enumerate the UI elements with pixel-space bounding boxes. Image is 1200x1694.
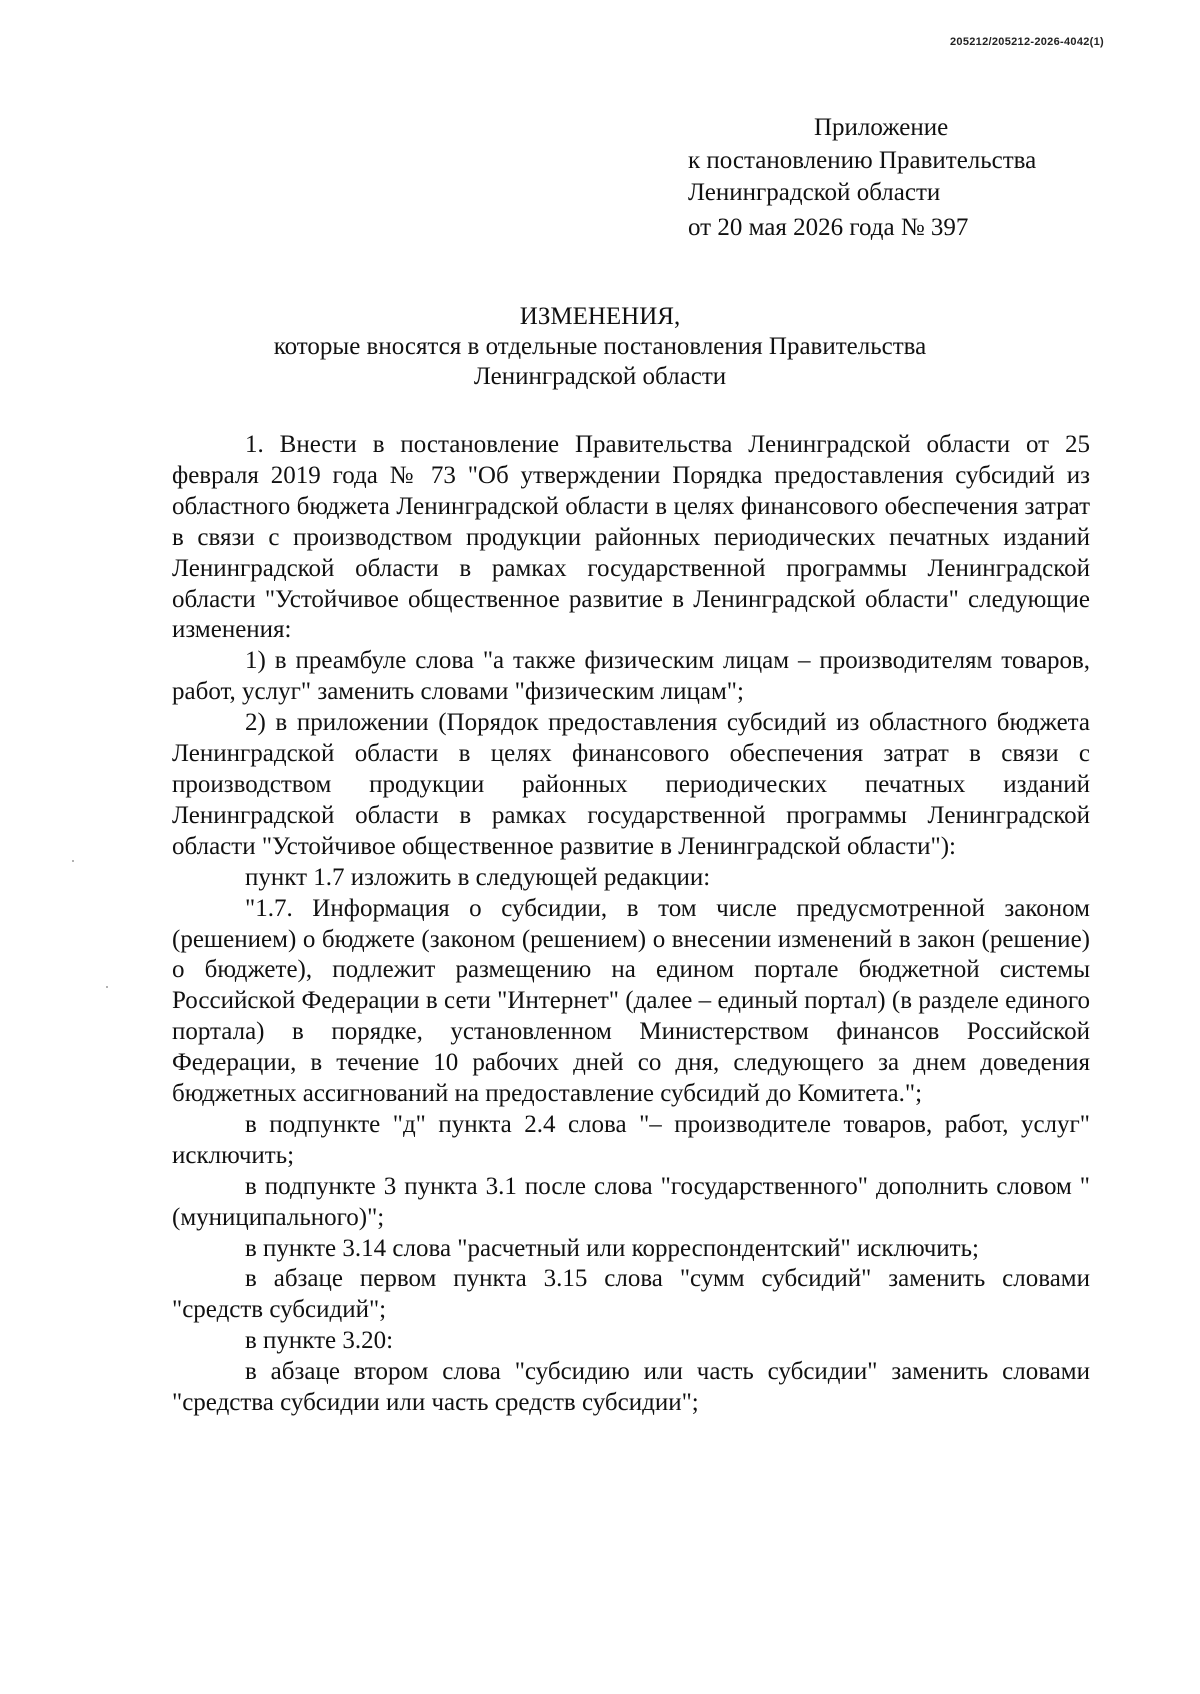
document-subtitle-line1: которые вносятся в отдельные постановления Правительства bbox=[273, 333, 927, 360]
paragraph-clause-1-7-text: "1.7. Информация о субсидии, в том числе предусмотренной законом (решением) о бюджете (законом (решением) о внесении изменений в закон (решение) о бюджете), подлежит размещению на едином портале бюджетной системы Российской Федерации в сети "Интернет" (далее – единый портал) (в разделе единого портала) в порядке, установленном Министерством финансов Российской Федерации, в течение 10 рабочих дней со дня, следующего за днем доведения бюджетных ассигнований на предоставление субсидий до Комитета."; bbox=[172, 894, 1090, 1108]
appendix-region: Ленинградской области bbox=[688, 179, 941, 206]
document-body bbox=[172, 430, 1090, 1419]
paragraph-clause-1-7-intro: пункт 1.7 изложить в следующей редакции: bbox=[245, 863, 711, 891]
document-title-block bbox=[0, 302, 1200, 392]
paragraph-clause-3-20-text: в абзаце втором слова "субсидию или часть субсидии" заменить словами "средства субсидии или часть средств субсидии"; bbox=[172, 1358, 1090, 1417]
document-id: 205212/205212-2026-4042(1) bbox=[950, 36, 1104, 48]
document-heading: ИЗМЕНЕНИЯ, bbox=[519, 303, 681, 330]
appendix-reference: к постановлению Правительства bbox=[688, 146, 1037, 174]
paragraph-subitem-1: 1) в преамбуле слова "а также физическим лицам – производителям товаров, работ, услуг" заменить словами "физическим лицам"; bbox=[172, 647, 1090, 706]
paragraph-clause-3-14: в пункте 3.14 слова "расчетный или корреспондентский" исключить; bbox=[245, 1234, 979, 1262]
scan-speck bbox=[72, 860, 74, 862]
scan-speck bbox=[106, 986, 108, 988]
paragraph-clause-3-1: в подпункте 3 пункта 3.1 после слова "государственного" дополнить словом "(муниципального)"; bbox=[172, 1172, 1090, 1231]
appendix-block bbox=[688, 112, 1036, 244]
paragraph-clause-3-15: в абзаце первом пункта 3.15 слова "сумм субсидий" заменить словами "средств субсидий"; bbox=[172, 1265, 1090, 1324]
appendix-date-number: от 20 мая 2026 года № 397 bbox=[688, 213, 969, 241]
paragraph-clause-2-4: в подпункте "д" пункта 2.4 слова "– производителе товаров, работ, услуг" исключить; bbox=[172, 1110, 1090, 1169]
paragraph-clause-3-20-intro: в пункте 3.20: bbox=[245, 1327, 394, 1355]
appendix-label: Приложение bbox=[814, 114, 949, 141]
paragraph-subitem-2: 2) в приложении (Порядок предоставления субсидий из областного бюджета Ленинградской области в целях финансового обеспечения затрат в связи с производством продукции районных периодических печатных изданий Ленинградской области в рамках государственной программы Ленинградской области "Устойчивое общественное развитие в Ленинградской области"): bbox=[172, 709, 1090, 860]
document-subtitle-line2: Ленинградской области bbox=[473, 363, 727, 390]
paragraph-item-1: 1. Внести в постановление Правительства Ленинградской области от 25 февраля 2019 года № 73 "Об утверждении Порядка предоставления субсидий из областного бюджета Ленинградской области в целях финансового обеспечения затрат в связи с производством продукции районных периодических печатных изданий Ленинградской области в рамках государственной программы Ленинградской области "Устойчивое общественное развитие в Ленинградской области" следующие изменения: bbox=[172, 431, 1090, 644]
